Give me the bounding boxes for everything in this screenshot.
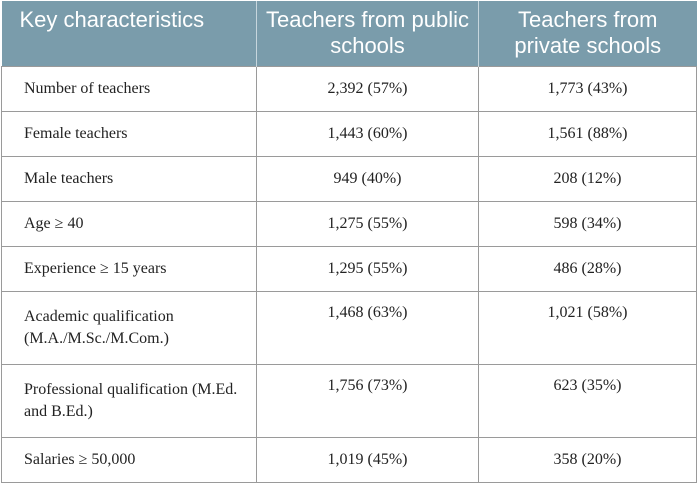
row-label: Academic qualification (M.A./M.Sc./M.Com.) — [2, 292, 257, 365]
table-row — [2, 365, 697, 438]
header-key-characteristics: Key characteristics — [2, 1, 257, 67]
row-label: Professional qualification (M.Ed. and B.Ed.) — [2, 365, 257, 438]
row-label: Salaries ≥ 50,000 — [2, 438, 257, 483]
private-value: 486 (28%) — [479, 247, 697, 292]
private-value: 623 (35%) — [479, 365, 697, 438]
public-value: 1,275 (55%) — [257, 202, 479, 247]
public-value: 1,756 (73%) — [257, 365, 479, 438]
row-label: Male teachers — [2, 157, 257, 202]
public-value: 949 (40%) — [257, 157, 479, 202]
public-value: 1,295 (55%) — [257, 247, 479, 292]
header-public-schools: Teachers from public schools — [257, 1, 479, 67]
public-value: 2,392 (57%) — [257, 67, 479, 112]
private-value: 1,773 (43%) — [479, 67, 697, 112]
table-row — [2, 157, 697, 202]
table-row — [2, 292, 697, 365]
public-value: 1,443 (60%) — [257, 112, 479, 157]
private-value: 208 (12%) — [479, 157, 697, 202]
private-value: 1,021 (58%) — [479, 292, 697, 365]
table-header-row — [2, 1, 697, 67]
row-label: Number of teachers — [2, 67, 257, 112]
row-label: Experience ≥ 15 years — [2, 247, 257, 292]
table-row — [2, 247, 697, 292]
header-private-schools: Teachers from private schools — [479, 1, 697, 67]
table-row — [2, 67, 697, 112]
teacher-characteristics-table — [1, 1, 697, 483]
private-value: 358 (20%) — [479, 438, 697, 483]
row-label: Age ≥ 40 — [2, 202, 257, 247]
table-row — [2, 202, 697, 247]
table-row — [2, 112, 697, 157]
public-value: 1,019 (45%) — [257, 438, 479, 483]
private-value: 1,561 (88%) — [479, 112, 697, 157]
table-row — [2, 438, 697, 483]
row-label: Female teachers — [2, 112, 257, 157]
public-value: 1,468 (63%) — [257, 292, 479, 365]
private-value: 598 (34%) — [479, 202, 697, 247]
